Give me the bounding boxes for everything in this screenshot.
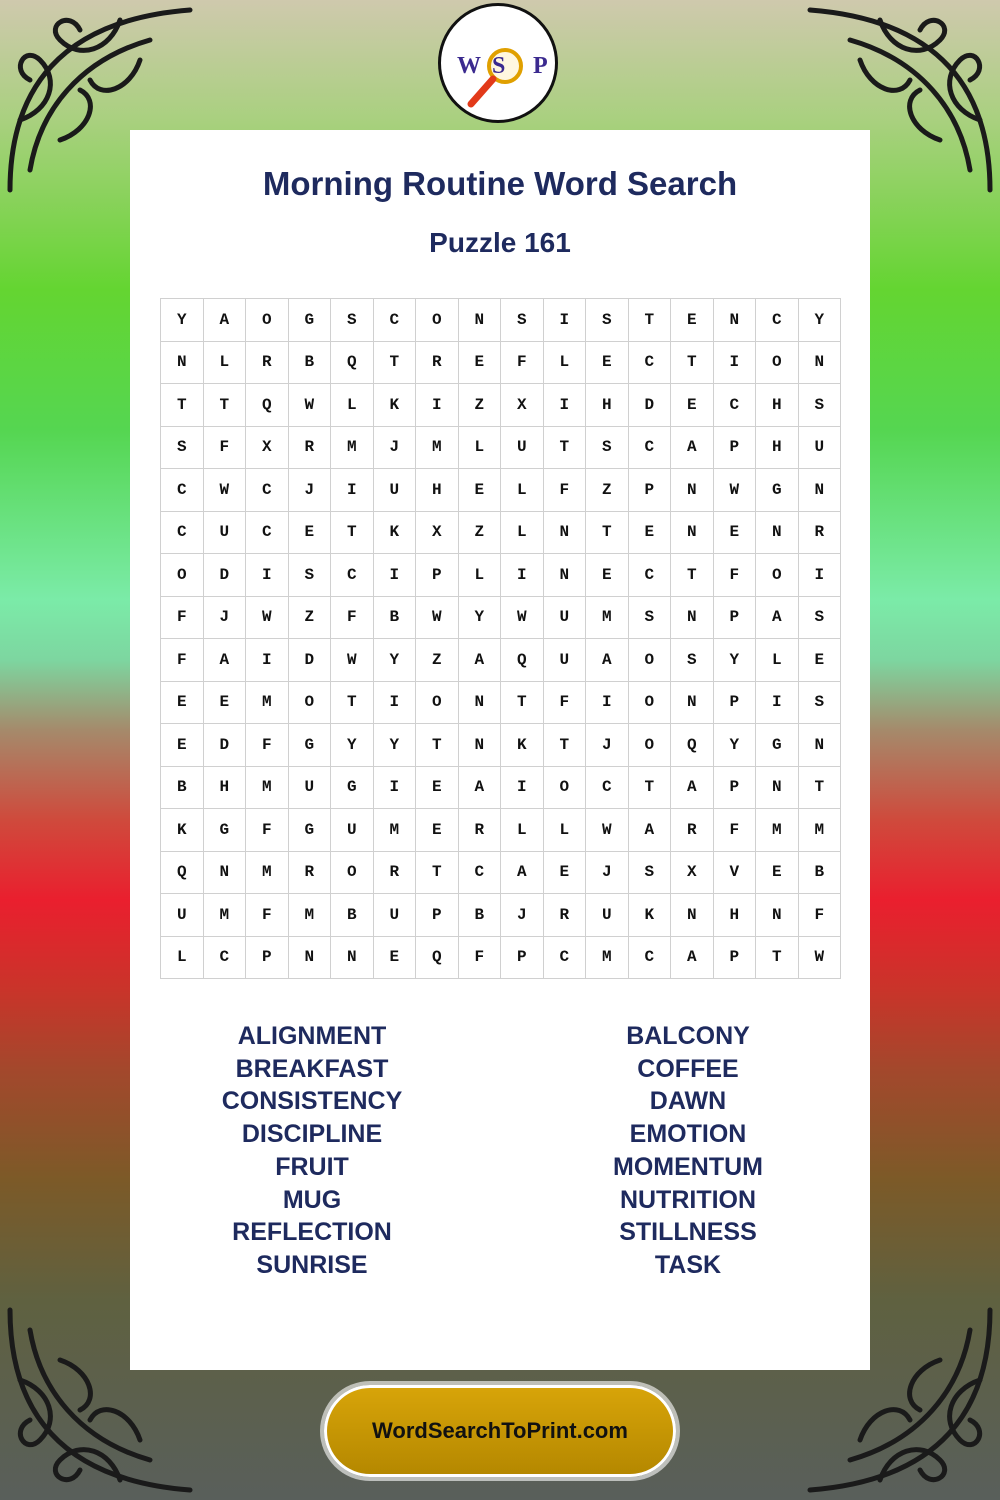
grid-cell[interactable]: J (288, 469, 331, 512)
grid-row (161, 554, 841, 597)
grid-row (161, 851, 841, 894)
grid-cell[interactable]: U (543, 639, 586, 682)
grid-cell[interactable]: K (628, 894, 671, 937)
grid-cell[interactable]: H (586, 384, 629, 427)
grid-cell[interactable]: H (713, 894, 756, 937)
grid-cell[interactable]: W (586, 809, 629, 852)
word-list-item: DAWN (649, 1087, 727, 1116)
grid-cell[interactable]: W (416, 596, 459, 639)
grid-cell[interactable]: T (416, 724, 459, 767)
grid-cell[interactable]: Z (458, 511, 501, 554)
grid-cell[interactable]: V (713, 851, 756, 894)
grid-cell[interactable]: G (203, 809, 246, 852)
grid-cell[interactable]: O (628, 724, 671, 767)
grid-cell[interactable]: B (331, 894, 374, 937)
grid-cell[interactable]: S (798, 681, 841, 724)
grid-row (161, 766, 841, 809)
grid-cell[interactable]: J (586, 724, 629, 767)
grid-cell[interactable]: F (798, 894, 841, 937)
grid-cell[interactable]: L (203, 341, 246, 384)
grid-cell[interactable]: S (628, 851, 671, 894)
grid-cell[interactable]: E (543, 851, 586, 894)
grid-cell[interactable]: L (501, 511, 544, 554)
grid-cell[interactable]: Y (458, 596, 501, 639)
grid-cell[interactable]: H (756, 426, 799, 469)
grid-cell[interactable]: E (288, 511, 331, 554)
grid-cell[interactable]: N (671, 894, 714, 937)
grid-cell[interactable]: A (203, 299, 246, 342)
grid-cell[interactable]: R (288, 426, 331, 469)
grid-cell[interactable]: I (543, 299, 586, 342)
grid-cell[interactable]: J (501, 894, 544, 937)
grid-cell[interactable]: C (628, 426, 671, 469)
grid-cell[interactable]: Z (416, 639, 459, 682)
grid-cell[interactable]: Q (331, 341, 374, 384)
grid-cell[interactable]: A (458, 766, 501, 809)
grid-cell[interactable]: E (756, 851, 799, 894)
grid-row (161, 936, 841, 979)
grid-cell[interactable]: C (331, 554, 374, 597)
grid-cell[interactable]: A (458, 639, 501, 682)
grid-cell[interactable]: F (543, 469, 586, 512)
grid-cell[interactable]: O (543, 766, 586, 809)
grid-cell[interactable]: K (373, 511, 416, 554)
grid-cell[interactable]: O (756, 341, 799, 384)
grid-cell[interactable]: C (628, 554, 671, 597)
grid-cell[interactable]: P (246, 936, 289, 979)
grid-cell[interactable]: Y (713, 724, 756, 767)
grid-cell[interactable]: O (161, 554, 204, 597)
grid-cell[interactable]: C (246, 511, 289, 554)
grid-cell[interactable]: U (543, 596, 586, 639)
grid-cell[interactable]: M (373, 809, 416, 852)
grid-cell[interactable]: R (458, 809, 501, 852)
grid-cell[interactable]: H (756, 384, 799, 427)
grid-cell[interactable]: R (416, 341, 459, 384)
grid-cell[interactable]: Y (798, 299, 841, 342)
grid-cell[interactable]: P (501, 936, 544, 979)
grid-cell[interactable]: A (501, 851, 544, 894)
grid-cell[interactable]: D (203, 554, 246, 597)
grid-cell[interactable]: T (798, 766, 841, 809)
grid-cell[interactable]: P (713, 596, 756, 639)
grid-cell[interactable]: U (161, 894, 204, 937)
letter-grid (160, 298, 841, 979)
grid-cell[interactable]: L (501, 809, 544, 852)
grid-cell[interactable]: Y (161, 299, 204, 342)
grid-cell[interactable]: T (416, 851, 459, 894)
word-list-item: TASK (654, 1250, 722, 1279)
grid-cell[interactable]: E (458, 341, 501, 384)
page-title: Morning Routine Word Search (262, 165, 738, 202)
grid-cell[interactable]: L (161, 936, 204, 979)
grid-cell[interactable]: B (373, 596, 416, 639)
grid-cell[interactable]: X (416, 511, 459, 554)
grid-cell[interactable]: S (501, 299, 544, 342)
site-link-button[interactable]: WordSearchToPrint.com (324, 1385, 676, 1477)
grid-cell[interactable]: O (246, 299, 289, 342)
grid-cell[interactable]: E (586, 341, 629, 384)
grid-cell[interactable]: O (628, 681, 671, 724)
grid-cell[interactable]: U (288, 766, 331, 809)
grid-cell[interactable]: P (416, 894, 459, 937)
grid-cell[interactable]: Y (331, 724, 374, 767)
grid-cell[interactable]: O (756, 554, 799, 597)
grid-cell[interactable]: G (756, 469, 799, 512)
grid-cell[interactable]: T (161, 384, 204, 427)
grid-cell[interactable]: A (671, 426, 714, 469)
grid-cell[interactable]: U (798, 426, 841, 469)
grid-cell[interactable]: N (798, 469, 841, 512)
grid-cell[interactable]: Q (246, 384, 289, 427)
grid-cell[interactable]: X (246, 426, 289, 469)
grid-cell[interactable]: I (246, 554, 289, 597)
grid-cell[interactable]: A (671, 766, 714, 809)
grid-cell[interactable]: C (203, 936, 246, 979)
grid-row (161, 809, 841, 852)
grid-cell[interactable]: Y (713, 639, 756, 682)
grid-cell[interactable]: N (671, 681, 714, 724)
grid-cell[interactable]: F (161, 596, 204, 639)
grid-row (161, 894, 841, 937)
grid-cell[interactable]: M (756, 809, 799, 852)
word-list-left (147, 1020, 477, 1282)
grid-cell[interactable]: T (671, 554, 714, 597)
grid-cell[interactable]: C (713, 384, 756, 427)
word-list-item: NUTRITION (619, 1185, 757, 1214)
grid-cell[interactable]: N (713, 299, 756, 342)
grid-cell[interactable]: W (798, 936, 841, 979)
grid-cell[interactable]: D (288, 639, 331, 682)
grid-cell[interactable]: S (288, 554, 331, 597)
grid-cell[interactable]: T (671, 341, 714, 384)
grid-cell[interactable]: E (416, 766, 459, 809)
grid-cell[interactable]: O (331, 851, 374, 894)
grid-cell[interactable]: N (798, 341, 841, 384)
grid-cell[interactable]: F (161, 639, 204, 682)
grid-cell[interactable]: F (246, 809, 289, 852)
grid-cell[interactable]: M (416, 426, 459, 469)
grid-cell[interactable]: M (246, 766, 289, 809)
grid-cell[interactable]: I (543, 384, 586, 427)
grid-cell[interactable]: I (246, 639, 289, 682)
grid-cell[interactable]: I (331, 469, 374, 512)
grid-cell[interactable]: I (798, 554, 841, 597)
grid-cell[interactable]: T (373, 341, 416, 384)
grid-cell[interactable]: D (203, 724, 246, 767)
grid-cell[interactable]: T (628, 766, 671, 809)
grid-cell[interactable]: T (501, 681, 544, 724)
grid-cell[interactable]: F (713, 809, 756, 852)
grid-cell[interactable]: F (458, 936, 501, 979)
grid-cell[interactable]: F (246, 894, 289, 937)
grid-cell[interactable]: U (373, 469, 416, 512)
grid-cell[interactable]: A (671, 936, 714, 979)
grid-cell[interactable]: O (416, 681, 459, 724)
grid-cell[interactable]: S (586, 426, 629, 469)
grid-cell[interactable]: O (288, 681, 331, 724)
word-list-right (523, 1020, 853, 1282)
grid-cell[interactable]: G (288, 809, 331, 852)
grid-cell[interactable]: A (628, 809, 671, 852)
grid-cell[interactable]: P (628, 469, 671, 512)
grid-cell[interactable]: T (331, 681, 374, 724)
grid-cell[interactable]: M (246, 681, 289, 724)
word-list-item: BALCONY (626, 1022, 750, 1050)
grid-cell[interactable]: L (756, 639, 799, 682)
grid-cell[interactable]: E (458, 469, 501, 512)
grid-row (161, 596, 841, 639)
grid-cell[interactable]: I (586, 681, 629, 724)
grid-cell[interactable]: J (586, 851, 629, 894)
grid-cell[interactable]: E (373, 936, 416, 979)
grid-cell[interactable]: M (586, 596, 629, 639)
grid-cell[interactable]: L (458, 554, 501, 597)
grid-cell[interactable]: Y (373, 724, 416, 767)
grid-cell[interactable]: P (713, 426, 756, 469)
grid-cell[interactable]: P (416, 554, 459, 597)
grid-cell[interactable]: F (713, 554, 756, 597)
grid-cell[interactable]: C (373, 299, 416, 342)
grid-cell[interactable]: K (373, 384, 416, 427)
grid-cell[interactable]: N (203, 851, 246, 894)
grid-cell[interactable]: O (416, 299, 459, 342)
grid-cell[interactable]: N (458, 299, 501, 342)
grid-cell[interactable]: N (543, 554, 586, 597)
grid-cell[interactable]: P (713, 766, 756, 809)
grid-cell[interactable]: H (203, 766, 246, 809)
grid-row (161, 724, 841, 767)
grid-row (161, 681, 841, 724)
grid-cell[interactable]: M (331, 426, 374, 469)
word-list-item: BREAKFAST (235, 1054, 389, 1083)
grid-cell[interactable]: P (713, 936, 756, 979)
grid-cell[interactable]: T (203, 384, 246, 427)
grid-cell[interactable]: B (458, 894, 501, 937)
grid-cell[interactable]: X (671, 851, 714, 894)
grid-cell[interactable]: T (628, 299, 671, 342)
grid-cell[interactable]: M (586, 936, 629, 979)
grid-cell[interactable]: I (373, 554, 416, 597)
grid-cell[interactable]: T (586, 511, 629, 554)
grid-cell[interactable]: L (501, 469, 544, 512)
grid-cell[interactable]: E (628, 511, 671, 554)
grid-cell[interactable]: K (501, 724, 544, 767)
grid-row (161, 299, 841, 342)
grid-cell[interactable]: P (713, 681, 756, 724)
grid-cell[interactable]: S (628, 596, 671, 639)
puzzle-number: Puzzle 161 (429, 227, 571, 258)
grid-cell[interactable]: Q (671, 724, 714, 767)
word-list-item: DISCIPLINE (241, 1120, 383, 1149)
grid-cell[interactable]: E (798, 639, 841, 682)
grid-cell[interactable]: E (713, 511, 756, 554)
grid-cell[interactable]: N (458, 724, 501, 767)
grid-cell[interactable]: I (373, 681, 416, 724)
grid-cell[interactable]: Q (416, 936, 459, 979)
grid-cell[interactable]: M (288, 894, 331, 937)
word-list-item: EMOTION (629, 1120, 747, 1149)
grid-cell[interactable]: W (203, 469, 246, 512)
grid-cell[interactable]: O (628, 639, 671, 682)
grid-cell[interactable]: J (373, 426, 416, 469)
grid-cell[interactable]: S (798, 384, 841, 427)
grid-cell[interactable]: R (288, 851, 331, 894)
grid-cell[interactable]: B (288, 341, 331, 384)
grid-cell[interactable]: N (161, 341, 204, 384)
grid-cell[interactable]: N (671, 596, 714, 639)
word-list-item: SUNRISE (256, 1250, 368, 1279)
grid-cell[interactable]: N (798, 724, 841, 767)
grid-cell[interactable]: F (246, 724, 289, 767)
grid-cell[interactable]: S (671, 639, 714, 682)
grid-cell[interactable]: E (416, 809, 459, 852)
grid-cell[interactable]: H (416, 469, 459, 512)
grid-cell[interactable]: S (161, 426, 204, 469)
grid-cell[interactable]: L (543, 809, 586, 852)
grid-cell[interactable]: M (203, 894, 246, 937)
grid-cell[interactable]: C (756, 299, 799, 342)
word-list-item: REFLECTION (232, 1218, 392, 1247)
grid-cell[interactable]: Q (161, 851, 204, 894)
grid-cell[interactable]: A (756, 596, 799, 639)
grid-cell[interactable]: E (671, 299, 714, 342)
word-list-item: ALIGNMENT (237, 1022, 387, 1050)
grid-cell[interactable]: C (628, 341, 671, 384)
grid-cell[interactable]: C (161, 511, 204, 554)
grid-cell[interactable]: J (203, 596, 246, 639)
grid-cell[interactable]: U (203, 511, 246, 554)
grid-cell[interactable]: E (203, 681, 246, 724)
grid-cell[interactable]: L (543, 341, 586, 384)
word-list-item: CONSISTENCY (221, 1087, 403, 1116)
grid-cell[interactable]: Z (586, 469, 629, 512)
grid-cell[interactable]: G (288, 299, 331, 342)
grid-cell[interactable]: F (203, 426, 246, 469)
logo-letter: W (457, 53, 481, 79)
grid-cell[interactable]: W (713, 469, 756, 512)
grid-cell[interactable]: F (543, 681, 586, 724)
grid-cell[interactable]: R (246, 341, 289, 384)
grid-cell[interactable]: N (756, 894, 799, 937)
grid-cell[interactable]: E (161, 724, 204, 767)
grid-cell[interactable]: E (671, 384, 714, 427)
grid-cell[interactable]: D (628, 384, 671, 427)
grid-row (161, 639, 841, 682)
word-list-item: MOMENTUM (613, 1152, 763, 1181)
grid-cell[interactable]: I (416, 384, 459, 427)
grid-cell[interactable]: C (586, 766, 629, 809)
grid-cell[interactable]: C (161, 469, 204, 512)
grid-cell[interactable]: I (713, 341, 756, 384)
grid-cell[interactable]: C (543, 936, 586, 979)
grid-cell[interactable]: S (331, 299, 374, 342)
grid-cell[interactable]: U (373, 894, 416, 937)
grid-cell[interactable]: Z (288, 596, 331, 639)
word-list-item: FRUIT (275, 1152, 349, 1181)
grid-cell[interactable]: K (161, 809, 204, 852)
grid-row (161, 426, 841, 469)
grid-cell[interactable]: C (458, 851, 501, 894)
grid-cell[interactable]: U (586, 894, 629, 937)
grid-row (161, 384, 841, 427)
word-list-item: STILLNESS (619, 1218, 757, 1247)
grid-cell[interactable]: N (756, 511, 799, 554)
word-list-item: MUG (282, 1185, 342, 1214)
grid-cell[interactable]: X (501, 384, 544, 427)
grid-cell[interactable]: I (756, 681, 799, 724)
grid-cell[interactable]: L (458, 426, 501, 469)
grid-cell[interactable]: E (586, 554, 629, 597)
grid-cell[interactable]: B (798, 851, 841, 894)
grid-cell[interactable]: F (331, 596, 374, 639)
grid-row (161, 341, 841, 384)
grid-cell[interactable]: G (756, 724, 799, 767)
grid-cell[interactable]: E (161, 681, 204, 724)
logo-letter: S (492, 53, 506, 79)
grid-cell[interactable]: G (331, 766, 374, 809)
grid-cell[interactable]: U (331, 809, 374, 852)
grid-cell[interactable]: R (798, 511, 841, 554)
grid-cell[interactable]: Z (458, 384, 501, 427)
grid-cell[interactable]: G (288, 724, 331, 767)
wsp-logo[interactable] (438, 3, 558, 123)
grid-cell[interactable]: I (501, 554, 544, 597)
grid-cell[interactable]: Y (373, 639, 416, 682)
grid-cell[interactable]: W (288, 384, 331, 427)
grid-cell[interactable]: I (501, 766, 544, 809)
grid-cell[interactable]: Q (501, 639, 544, 682)
puzzle-sheet (130, 130, 870, 1370)
grid-cell[interactable]: N (331, 936, 374, 979)
grid-cell[interactable]: N (671, 469, 714, 512)
grid-cell[interactable]: R (671, 809, 714, 852)
grid-cell[interactable]: R (543, 894, 586, 937)
grid-cell[interactable]: L (331, 384, 374, 427)
grid-cell[interactable]: W (331, 639, 374, 682)
grid-cell[interactable]: S (586, 299, 629, 342)
grid-cell[interactable]: U (501, 426, 544, 469)
grid-cell[interactable]: B (161, 766, 204, 809)
grid-cell[interactable]: N (671, 511, 714, 554)
grid-cell[interactable]: S (798, 596, 841, 639)
logo-letter: P (533, 53, 548, 79)
grid-cell[interactable]: M (798, 809, 841, 852)
grid-cell[interactable]: F (501, 341, 544, 384)
grid-row (161, 511, 841, 554)
grid-cell[interactable]: T (756, 936, 799, 979)
grid-cell[interactable]: M (246, 851, 289, 894)
grid-cell[interactable]: C (246, 469, 289, 512)
grid-row (161, 469, 841, 512)
grid-cell[interactable]: T (331, 511, 374, 554)
grid-cell[interactable]: I (373, 766, 416, 809)
grid-cell[interactable]: N (756, 766, 799, 809)
grid-cell[interactable]: A (586, 639, 629, 682)
grid-cell[interactable]: R (373, 851, 416, 894)
grid-cell[interactable]: N (543, 511, 586, 554)
word-list-item: COFFEE (637, 1054, 739, 1083)
grid-cell[interactable]: N (288, 936, 331, 979)
grid-cell[interactable]: T (543, 724, 586, 767)
grid-cell[interactable]: T (543, 426, 586, 469)
grid-cell[interactable]: W (501, 596, 544, 639)
grid-cell[interactable]: W (246, 596, 289, 639)
grid-cell[interactable]: A (203, 639, 246, 682)
grid-cell[interactable]: N (458, 681, 501, 724)
grid-cell[interactable]: C (628, 936, 671, 979)
